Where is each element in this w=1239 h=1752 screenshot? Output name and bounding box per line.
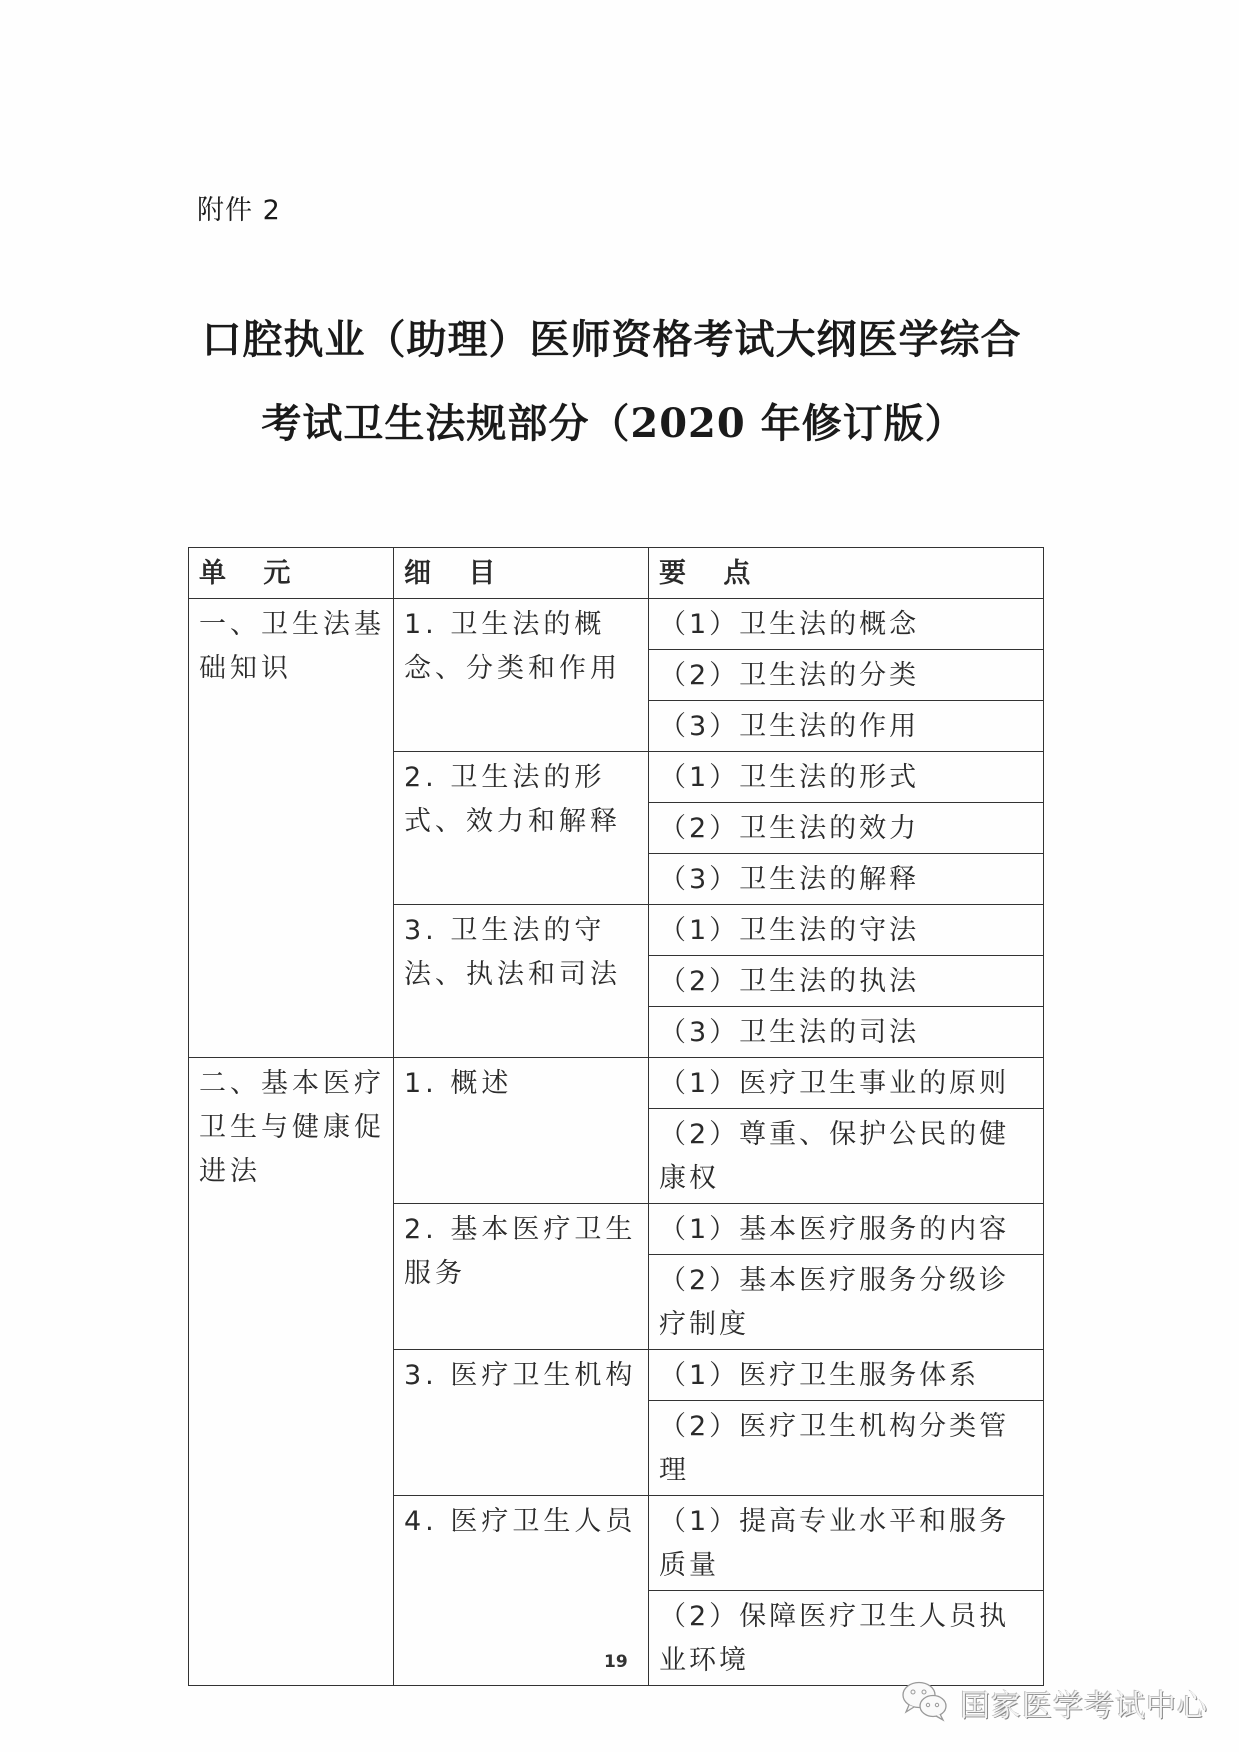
header-point: 要 点: [649, 548, 1044, 599]
point-cell: （2）保障医疗卫生人员执业环境: [649, 1591, 1044, 1686]
unit-cell: 二、基本医疗卫生与健康促进法: [189, 1058, 394, 1686]
point-cell: （1）卫生法的概念: [649, 599, 1044, 650]
item-cell: 3. 卫生法的守法、执法和司法: [394, 905, 649, 1058]
point-cell: （3）卫生法的解释: [649, 854, 1044, 905]
point-cell: （1）医疗卫生服务体系: [649, 1350, 1044, 1401]
table-row: [189, 1058, 1044, 1109]
item-cell: 4. 医疗卫生人员: [394, 1496, 649, 1686]
point-cell: （1）医疗卫生事业的原则: [649, 1058, 1044, 1109]
point-cell: （1）基本医疗服务的内容: [649, 1204, 1044, 1255]
watermark: [900, 1680, 1208, 1726]
syllabus-table: [188, 547, 1044, 1686]
table-row: [189, 599, 1044, 650]
point-cell: （1）提高专业水平和服务质量: [649, 1496, 1044, 1591]
point-cell: （1）卫生法的守法: [649, 905, 1044, 956]
document-title-line-1: 口腔执业（助理）医师资格考试大纲医学综合: [201, 316, 1022, 363]
item-cell: 2. 基本医疗卫生服务: [394, 1204, 649, 1350]
point-cell: （1）卫生法的形式: [649, 752, 1044, 803]
point-cell: （2）卫生法的效力: [649, 803, 1044, 854]
point-cell: （3）卫生法的作用: [649, 701, 1044, 752]
point-cell: （2）卫生法的分类: [649, 650, 1044, 701]
table-header-row: [189, 548, 1044, 599]
point-cell: （2）卫生法的执法: [649, 956, 1044, 1007]
page-number: 19: [604, 1652, 628, 1672]
item-cell: 1. 概述: [394, 1058, 649, 1204]
item-cell: 3. 医疗卫生机构: [394, 1350, 649, 1496]
header-unit: 单 元: [189, 548, 394, 599]
watermark-text: 国家医学考试中心: [960, 1689, 1208, 1724]
point-cell: （2）医疗卫生机构分类管理: [649, 1401, 1044, 1496]
wechat-icon: [900, 1680, 952, 1726]
document-title-line-2: 考试卫生法规部分（2020 年修订版）: [261, 400, 966, 447]
item-cell: 2. 卫生法的形式、效力和解释: [394, 752, 649, 905]
point-cell: （2）基本医疗服务分级诊疗制度: [649, 1255, 1044, 1350]
point-cell: （3）卫生法的司法: [649, 1007, 1044, 1058]
attachment-label: 附件 2: [197, 195, 281, 226]
unit-cell: 一、卫生法基础知识: [189, 599, 394, 1058]
item-cell: 1. 卫生法的概念、分类和作用: [394, 599, 649, 752]
point-cell: （2）尊重、保护公民的健康权: [649, 1109, 1044, 1204]
header-item: 细 目: [394, 548, 649, 599]
